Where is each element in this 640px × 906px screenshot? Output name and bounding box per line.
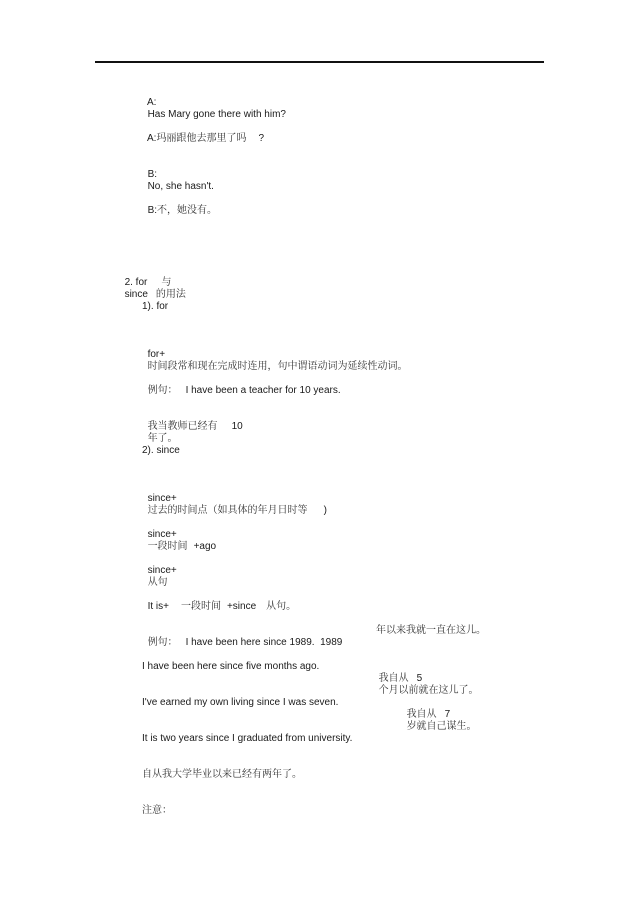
since-rule-1: [142, 481, 327, 517]
section-word: since: [124, 289, 148, 300]
example-num: 5: [416, 673, 423, 684]
speaker-label: A:: [147, 97, 157, 108]
for-rule: [142, 337, 408, 373]
example-zh: 年了。: [147, 433, 178, 444]
since-example-4-zh: 自从我大学毕业以来已经有两年了。: [142, 769, 302, 780]
rule-zh: 从句: [147, 577, 168, 588]
since-example-4: It is two years since I graduated from university.: [142, 733, 353, 744]
since-rule-4: [142, 589, 296, 613]
example-zh: 个月以前就在这儿了。: [378, 685, 479, 696]
rule-en: since+: [147, 493, 177, 504]
speaker-label: B:: [147, 169, 158, 180]
for-heading: 1). for: [142, 301, 169, 312]
speaker-label: A:: [147, 133, 157, 144]
since-rule-3: [142, 553, 177, 589]
rule-tail: +ago: [193, 541, 217, 552]
since-example-3: I've earned my own living since I was seven.: [142, 697, 339, 708]
for-example: [142, 373, 341, 397]
dialogue-line-3: [142, 157, 214, 193]
rule-en: since+: [147, 529, 177, 540]
example-label: 例句：: [147, 385, 178, 396]
section-number: 2. for: [124, 277, 148, 288]
example-label: 例句：: [147, 637, 178, 648]
example-zh: 我当教师已经有: [147, 421, 218, 432]
rule-zh: 一段时间: [147, 541, 188, 552]
since-example-2: I have been here since five months ago.: [142, 661, 320, 672]
since-example-1-zh: 年以来我就一直在这儿。: [376, 625, 486, 636]
section-title-zh: 的用法: [155, 289, 186, 300]
dialogue-line-4: [142, 193, 217, 217]
since-rule-2: [142, 517, 216, 553]
rule-zh: 时间段常和现在完成时连用，句中谓语动词为延续性动词。: [147, 361, 408, 372]
since-example-1: [142, 625, 342, 649]
rule-en: since+: [147, 565, 177, 576]
rule-en: It is+: [147, 601, 169, 612]
dialogue-text: Has Mary gone there with him?: [147, 109, 286, 120]
dialogue-text-zh: 玛丽跟他去那里了吗: [156, 133, 247, 144]
question-mark: ?: [258, 133, 265, 144]
header-rule: [95, 61, 544, 63]
for-example-translation: [142, 409, 243, 445]
example-zh: 岁就自己谋生。: [406, 721, 477, 732]
example-num: 10: [231, 421, 243, 432]
since-example-3-zh: [401, 697, 477, 733]
speaker-label: B:: [147, 205, 158, 216]
example-zh: 我自从: [378, 673, 409, 684]
rule-en: for+: [147, 349, 166, 360]
dialogue-text-zh: 不，她没有。: [157, 205, 218, 216]
dialogue-text: No, she hasn't.: [147, 181, 214, 192]
example-zh: 我自从: [406, 709, 437, 720]
rule-zh: 过去的时间点（如具体的年月日时等: [147, 505, 308, 516]
note-label: 注意：: [142, 805, 172, 816]
dialogue-line-1: [142, 85, 286, 121]
dialogue-line-2: [142, 121, 264, 145]
rule-tail: ): [323, 505, 327, 516]
example-en: I have been a teacher for 10 years.: [185, 385, 341, 396]
since-heading: 2). since: [142, 445, 180, 456]
example-num: 7: [444, 709, 451, 720]
section-heading: [119, 265, 186, 301]
example-en: I have been here since 1989. 1989: [185, 637, 343, 648]
rule-tail: 从句。: [266, 601, 297, 612]
since-example-2-zh: [373, 661, 479, 697]
rule-mid: +since: [226, 601, 257, 612]
section-conj: 与: [161, 277, 172, 288]
rule-zh: 一段时间: [180, 601, 221, 612]
